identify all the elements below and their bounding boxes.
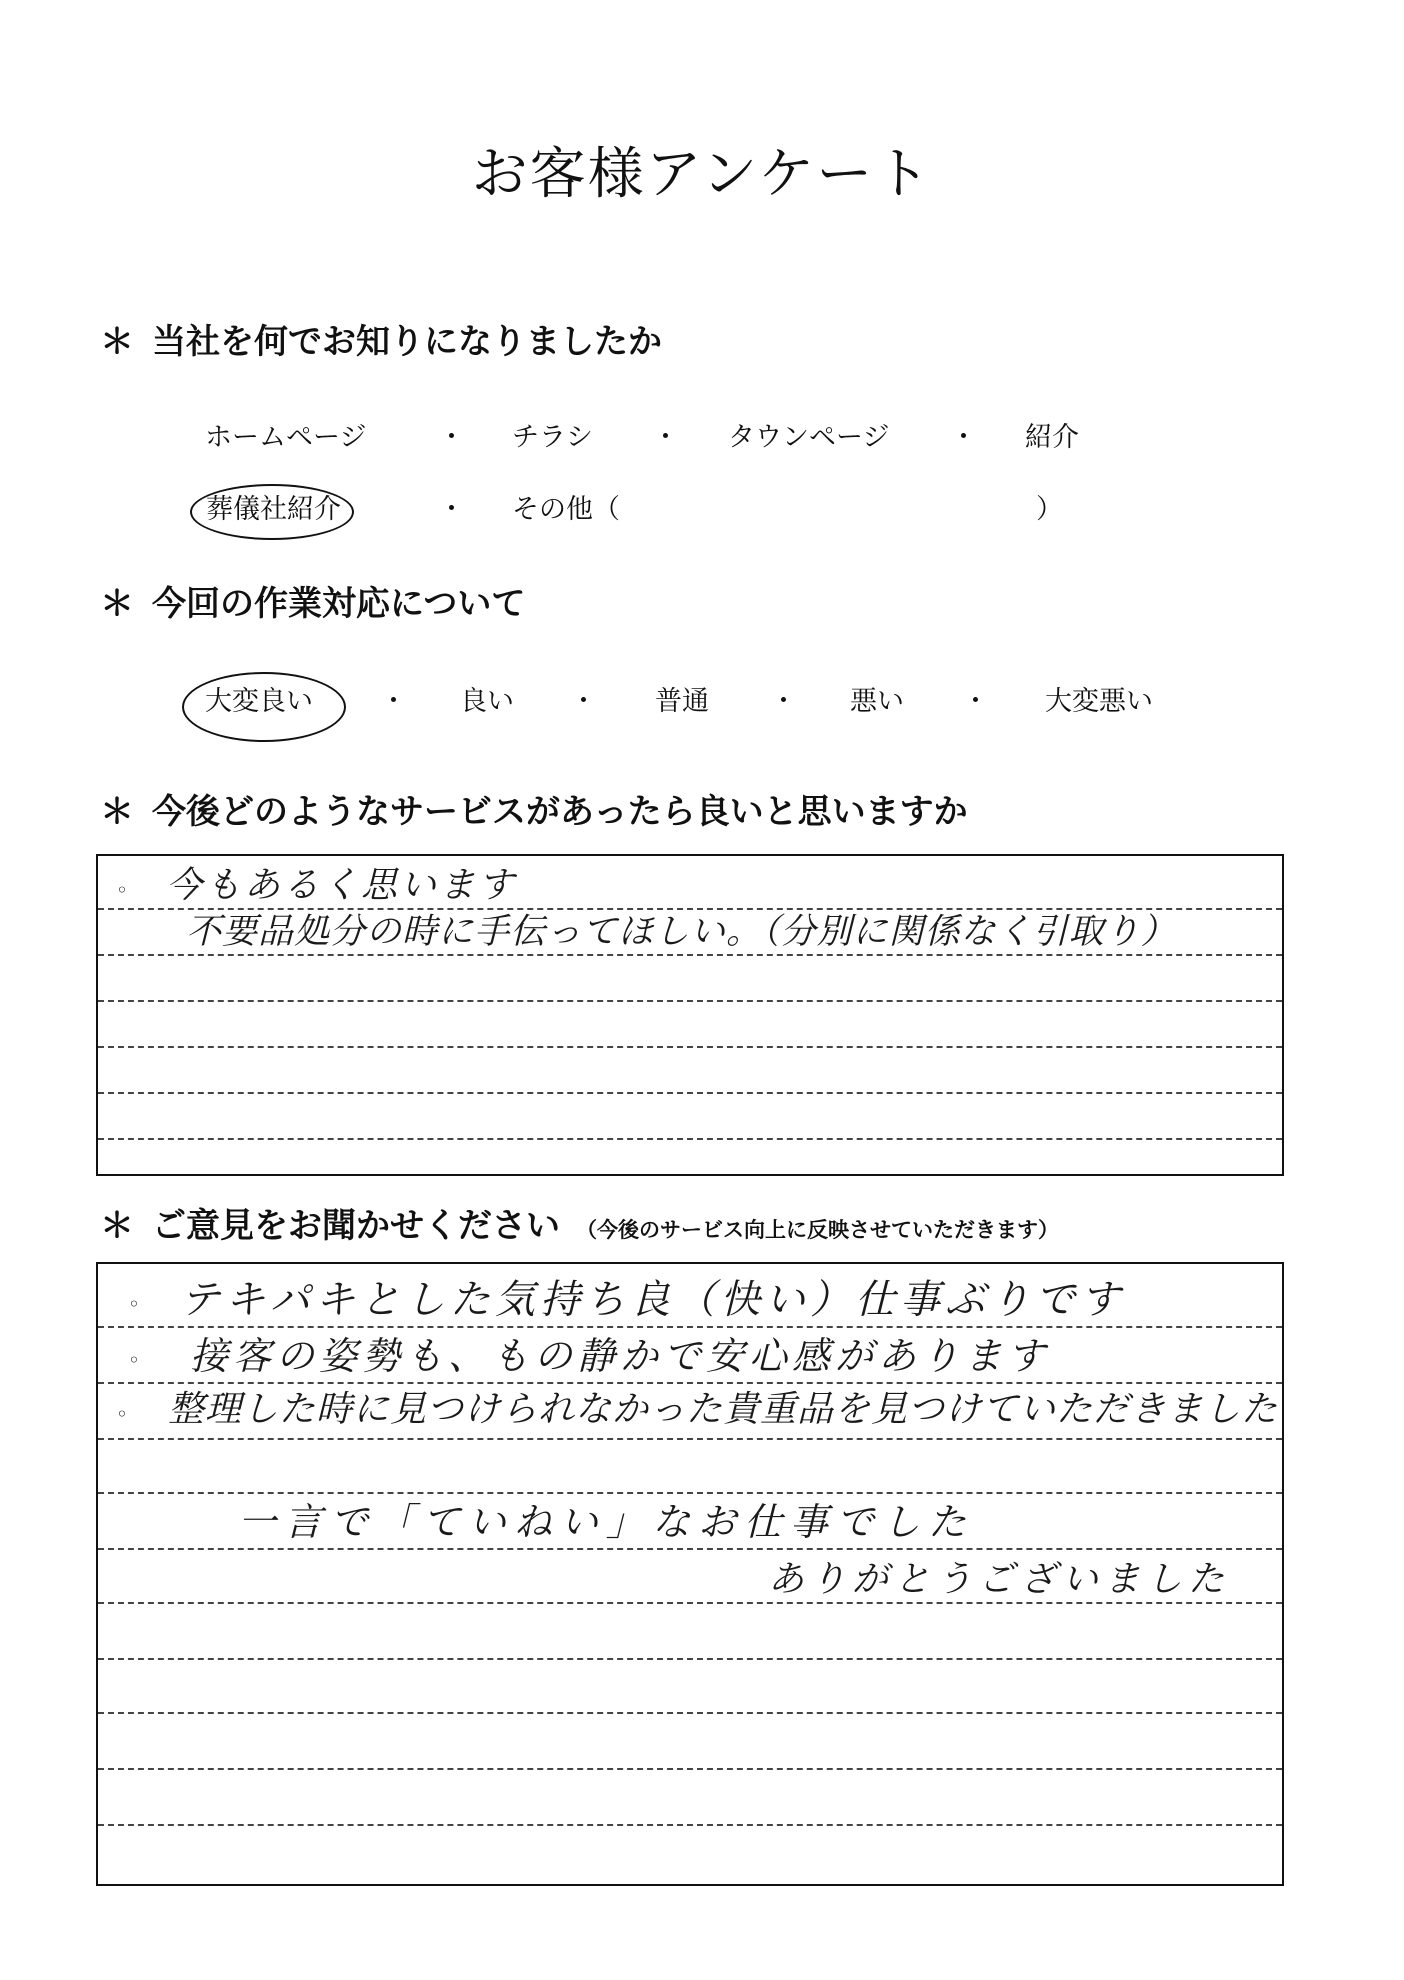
asterisk-icon: ＊: [100, 322, 134, 362]
dashed-rule: [98, 1548, 1282, 1550]
asterisk-icon: ＊: [100, 584, 134, 624]
separator-dot: ・: [962, 686, 989, 717]
dashed-rule: [98, 1712, 1282, 1714]
dashed-rule: [98, 1000, 1282, 1002]
option-good[interactable]: 良い: [460, 686, 514, 717]
bullet-icon: ◦: [116, 1402, 128, 1426]
question-2-text: 今回の作業対応について: [152, 584, 526, 624]
separator-dot: ・: [652, 422, 679, 453]
dashed-rule: [98, 1138, 1282, 1140]
option-homepage[interactable]: ホームページ: [205, 422, 367, 453]
separator-dot: ・: [770, 686, 797, 717]
page-title: お客様アンケート: [471, 142, 933, 207]
dashed-rule: [98, 1326, 1282, 1328]
question-3-text: 今後どのようなサービスがあったら良いと思いますか: [152, 792, 968, 832]
separator-dot: ・: [570, 686, 597, 717]
dashed-rule: [98, 1658, 1282, 1660]
separator-dot: ・: [380, 686, 407, 717]
option-very-good[interactable]: 大変良い: [205, 686, 313, 717]
dashed-rule: [98, 1492, 1282, 1494]
handwritten-answer: 接客の姿勢も、もの静かで安心感があります: [190, 1334, 1051, 1378]
option-very-bad[interactable]: 大変悪い: [1045, 686, 1153, 717]
asterisk-icon: ＊: [100, 792, 134, 832]
dashed-rule: [98, 1382, 1282, 1384]
separator-dot: ・: [438, 422, 465, 453]
option-referral[interactable]: 紹介: [1025, 422, 1079, 453]
question-1-text: 当社を何でお知りになりましたか: [152, 322, 662, 362]
bullet-icon: ◦: [128, 1348, 140, 1372]
dashed-rule: [98, 1768, 1282, 1770]
handwritten-answer: テキパキとした気持ち良（快い）仕事ぶりです: [180, 1277, 1125, 1323]
handwritten-answer: 今もあるく思います: [166, 865, 518, 906]
question-4-text: ご意見をお聞かせください: [152, 1206, 560, 1246]
dashed-rule: [98, 1438, 1282, 1440]
question-2-heading: [100, 582, 525, 626]
option-other[interactable]: その他（: [512, 494, 620, 525]
dashed-rule: [98, 1046, 1282, 1048]
answer-box-3[interactable]: [96, 854, 1284, 1176]
question-1-heading: [100, 320, 662, 364]
bullet-icon: ◦: [116, 878, 128, 902]
separator-dot: ・: [438, 494, 465, 525]
option-bad[interactable]: 悪い: [850, 686, 904, 717]
handwritten-answer: ありがとうございました: [768, 1559, 1231, 1600]
answer-box-4[interactable]: [96, 1262, 1284, 1886]
question-4-note: （今後のサービス向上に反映させていただきます）: [576, 1218, 1059, 1242]
option-normal[interactable]: 普通: [655, 686, 709, 717]
question-3-heading: [100, 790, 968, 834]
option-funeral-referral[interactable]: 葬儀社紹介: [206, 494, 341, 525]
option-flyer[interactable]: チラシ: [512, 422, 593, 453]
separator-dot: ・: [950, 422, 977, 453]
asterisk-icon: ＊: [100, 1206, 134, 1246]
dashed-rule: [98, 1824, 1282, 1826]
question-4-heading: [100, 1204, 1059, 1252]
option-other-close: ）: [1036, 494, 1063, 525]
dashed-rule: [98, 1092, 1282, 1094]
option-townpage[interactable]: タウンページ: [728, 422, 890, 453]
handwritten-answer: 整理した時に見つけられなかった貴重品を見つけていただきました: [168, 1389, 1279, 1430]
bullet-icon: ◦: [128, 1292, 140, 1316]
handwritten-answer: 不要品処分の時に手伝ってほしい。（分別に関係なく引取り）: [186, 912, 1177, 952]
handwritten-answer: 一言で「ていねい」なお仕事でした: [238, 1500, 975, 1544]
